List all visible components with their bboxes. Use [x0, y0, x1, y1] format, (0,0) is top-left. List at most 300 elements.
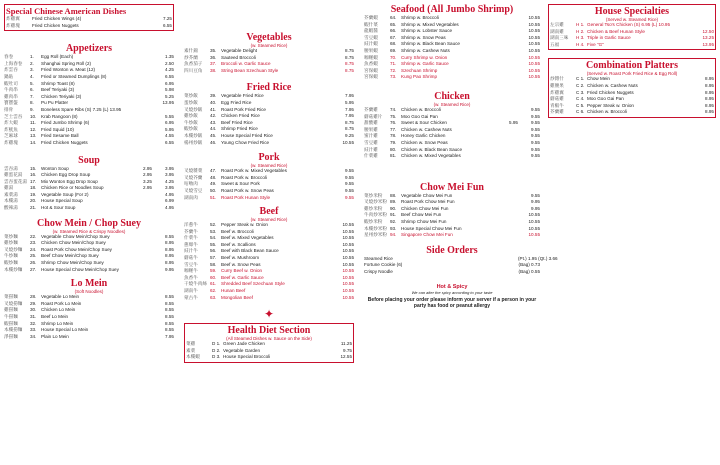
item-price: 9.55 [345, 181, 354, 187]
soup-item [4, 166, 174, 173]
item-price: 10.55 [528, 34, 540, 40]
item-chinese-name: 四川豆角 [184, 67, 203, 73]
item-price: 9.95 [531, 205, 540, 211]
sideorders-title: Side Orders [426, 244, 478, 256]
item-chinese-name: 咖喱蝦 [364, 54, 378, 60]
appetizers-item [4, 54, 174, 61]
item-price: 8.95 [165, 260, 174, 266]
column-1 [4, 4, 174, 340]
health-subtitle: (All Steamed Dishes w. Sauce on the Side) [226, 336, 312, 342]
item-chinese-name: 甜酸雞 [364, 120, 378, 126]
friedrice-item [184, 113, 354, 120]
item-number: 93. [390, 225, 397, 231]
item-price: 12.50 [702, 28, 714, 34]
beef-list [184, 222, 354, 301]
item-name: Shrimp Chow Mei Fun [401, 219, 447, 225]
appetizers-item [4, 74, 174, 81]
combo-item [550, 90, 714, 97]
item-price: 10.55 [528, 41, 540, 47]
item-number: 88. [390, 192, 397, 198]
chicken-item [364, 120, 540, 127]
item-price: (Bag) 0.73 [518, 262, 540, 268]
friedrice-item [184, 93, 354, 100]
item-price: 10.55 [528, 21, 540, 27]
item-price-small [130, 192, 152, 199]
item-price: 5.95 [345, 99, 354, 105]
item-number: 61. [210, 281, 217, 287]
item-name: Steamed Rice [364, 255, 393, 261]
item-name: Vegetable Chow Mein/Chop Suey [41, 233, 110, 239]
item-price: 8.75 [345, 67, 354, 73]
item-number: 21. [30, 205, 37, 211]
item-name: Curry Shrimp w. Onion [401, 54, 448, 60]
column-2 [184, 32, 354, 363]
item-name: Szechuan Shrimp [401, 67, 438, 73]
item-chinese-name: 炸魷魚 [4, 126, 18, 132]
item-number: 39. [210, 93, 217, 99]
item-price: 10.55 [528, 219, 540, 225]
item-number: 37. [210, 61, 217, 67]
item-name: Egg Fried Rice [221, 99, 252, 105]
friedrice-item [184, 133, 354, 140]
item-number: C 4. [576, 96, 585, 102]
item-chinese-name: 雪豆蝦 [364, 34, 378, 40]
item-number: 12. [30, 126, 37, 132]
beef-item [184, 281, 354, 288]
item-chinese-name: 素菜湯 [4, 191, 18, 197]
item-name: Five "G" [587, 41, 604, 47]
item-price: 8.75 [345, 119, 354, 125]
item-price: 10.55 [528, 67, 540, 73]
beef-item [184, 248, 354, 255]
item-number: 51. [210, 194, 217, 200]
item-chinese-name: 炸大蝦 [4, 120, 18, 126]
item-chinese-name: 菜炒米粉 [364, 192, 383, 198]
beef-subtitle: (w. Steamed Rice) [250, 217, 288, 223]
friedrice-item [184, 107, 354, 114]
item-price: 10.55 [528, 232, 540, 238]
item-price: 8.75 [345, 48, 354, 53]
item-number: 66. [390, 28, 397, 34]
item-number: 92. [390, 219, 397, 225]
item-price-small [130, 205, 152, 212]
item-price: 5.95 [165, 126, 174, 132]
item-name: Shrimp w. Broccoli [401, 15, 439, 20]
item-price: 9.55 [531, 192, 540, 198]
item-price: 7.95 [345, 93, 354, 99]
item-name: Triple in Garlic Sauce [587, 35, 631, 41]
friedrice-item [184, 140, 354, 147]
item-number: 56. [210, 248, 217, 254]
health-logo-icon: ✦ [263, 307, 275, 322]
item-number: 8. [30, 100, 34, 106]
item-chinese-name: 雞炒飯 [184, 113, 198, 119]
item-number: 24. [30, 246, 37, 252]
item-price: 9.55 [531, 113, 540, 119]
appetizers-item [4, 67, 174, 74]
item-number: 68. [390, 41, 397, 47]
item-chinese-name: 芥蘭蝦 [364, 15, 378, 20]
appetizers-item [4, 94, 174, 101]
item-price: 10.55 [528, 47, 540, 53]
item-number: 19. [30, 191, 37, 197]
item-name: Beef w. Broccoli [221, 228, 254, 234]
item-price: 9.55 [531, 146, 540, 152]
item-name: Chicken w. Broccoli [587, 109, 627, 115]
item-name: Hunan Beef [221, 288, 246, 294]
item-name: Beef Fried Rice [221, 119, 253, 125]
item-number: 18. [30, 185, 37, 191]
friedrice-item [184, 120, 354, 127]
special-dishes-box [4, 4, 174, 31]
item-chinese-name: 本樓炒米粉 [364, 225, 387, 231]
beef-item [184, 242, 354, 249]
item-number: 3. [30, 67, 34, 73]
item-number: 43. [210, 119, 217, 125]
item-number: 36. [210, 54, 217, 60]
item-name: Moo Goo Gai Pan [401, 113, 438, 119]
chowmeifun-item [364, 206, 540, 213]
item-price: 13.95 [702, 41, 714, 47]
item-number: 77. [390, 126, 397, 132]
item-chinese-name: 什菜牛 [184, 235, 198, 241]
item-name: General Tso's Chicken (S) 6.95 (L) 10.95 [587, 22, 671, 27]
item-name: Fried Sesame Ball [41, 133, 79, 139]
item-number: 9. [30, 106, 34, 112]
item-price: 7.95 [345, 106, 354, 112]
item-chinese-name: 蒙古牛 [184, 294, 198, 300]
item-number: 75. [390, 113, 397, 119]
item-name: String Bean Szechuan Style [221, 67, 279, 73]
chowmeifun-item [364, 232, 540, 239]
item-name: Chicken & Beef Hunan Style [587, 28, 645, 34]
item-number: 91. [390, 212, 397, 218]
chowmein-item [4, 234, 174, 241]
item-chinese-name: 芝士雲吞 [4, 113, 23, 119]
item-number: 48. [210, 174, 217, 180]
item-name: Shrimp Lo Mein [41, 320, 74, 326]
item-name: Shrimp Chow Mein/Chop Suey [41, 260, 104, 266]
item-name: Beef Chow Mei Fun [401, 212, 442, 218]
item-price: 8.95 [705, 109, 714, 115]
beef-item [184, 268, 354, 275]
item-chinese-name: 素什錦 [184, 48, 198, 53]
item-name: Chow Mein [587, 76, 610, 82]
item-chinese-name: 咕嚕肉 [184, 181, 198, 187]
item-name: Beef Lo Mein [41, 314, 69, 319]
item-number: 42. [210, 113, 217, 119]
item-number: 50. [210, 187, 217, 193]
item-name: Crispy Noodle [364, 269, 393, 275]
item-name: Kung Pao Shrimp [401, 74, 438, 80]
seafood-item [364, 41, 540, 48]
item-chinese-name: 五福 [550, 41, 560, 47]
item-price [152, 107, 174, 114]
item-price: 8.75 [345, 126, 354, 132]
item-number: H 2. [576, 28, 585, 34]
item-chinese-name: 芝麻球 [4, 133, 18, 139]
item-name: Beef Teriyaki (3) [41, 87, 75, 93]
item-chinese-name: 鍋貼 [4, 73, 14, 79]
house-list [550, 22, 714, 48]
item-price: 3.95 [165, 185, 174, 191]
item-chinese-name: 本樓撈麵 [4, 327, 23, 333]
item-price: 8.55 [165, 300, 174, 306]
item-name: Chicken Egg Drop Soup [41, 172, 91, 178]
spicy-note: We can alter the spicy according to your taste [411, 289, 493, 295]
soup-title: Soup [78, 154, 100, 166]
item-name: Chicken Chow Mei Fun [401, 205, 449, 211]
chowmeifun-item [364, 212, 540, 219]
item-name: Shrimp Toast (8) [41, 80, 75, 86]
item-chinese-name: 叉燒雜菜 [184, 168, 203, 174]
item-name: Roast Pork w. Broccoli [221, 174, 267, 180]
item-price: 10.55 [528, 28, 540, 34]
item-number: 11. [30, 120, 37, 126]
item-name: Plain Lo Mein [41, 333, 69, 339]
item-number: 4. [30, 73, 34, 79]
beef-item [184, 262, 354, 269]
item-price: 9.95 [165, 266, 174, 272]
health-item [186, 341, 352, 348]
item-chinese-name: 雞炒麵 [4, 240, 18, 246]
soup-item [4, 205, 174, 212]
item-chinese-name: 湖南肉 [184, 194, 198, 200]
chowmein-subtitle: (w. Steamed Rice & Crispy Noodles) [52, 228, 126, 234]
item-name: Mongolian Beef [221, 294, 253, 300]
friedrice-list [184, 93, 354, 146]
item-price: 5.25 [165, 93, 174, 99]
pork-title: Pork [258, 152, 280, 164]
item-number: 64. [390, 15, 397, 20]
item-name: Chicken Chow Mein/Chop Suey [41, 240, 106, 246]
item-number: C 6. [576, 109, 585, 115]
item-number: 10. [30, 113, 37, 119]
item-name: House Special Soup [41, 198, 83, 204]
combo-item [550, 109, 714, 116]
item-name: Chicken Lo Mein [41, 307, 76, 313]
item-price: 1.35 [165, 54, 174, 60]
item-number: 59. [210, 268, 217, 274]
item-chinese-name: 魚香茄子 [184, 61, 203, 67]
item-chinese-name: 牛肉炒米粉 [364, 212, 387, 218]
item-price: 10.55 [342, 248, 354, 254]
item-name: Singapore Chow Mei Fun [401, 232, 453, 238]
item-price: 8.55 [165, 320, 174, 326]
item-number: 74. [390, 106, 397, 112]
item-number: 40. [210, 99, 217, 105]
item-chinese-name: 牛炒飯 [184, 119, 198, 125]
item-price: 9.55 [345, 174, 354, 180]
item-price: 8.95 [705, 76, 714, 82]
item-number: 55. [210, 241, 217, 247]
item-name: Egg Roll (Each) [41, 54, 74, 60]
item-price: 6.99 [165, 198, 174, 204]
item-name: Beef w. Snow Peas [221, 261, 261, 267]
item-name: Sweet & Sour Pork [221, 181, 260, 187]
item-name: Green Jade Chicken [223, 341, 265, 347]
item-price: 8.95 [705, 89, 714, 95]
item-price: 6.95 [165, 120, 174, 126]
item-price: 10.55 [528, 54, 540, 60]
item-chinese-name: 牛肉串 [4, 87, 18, 93]
item-price: 10.55 [342, 241, 354, 247]
item-price: 9.55 [345, 194, 354, 200]
item-name: House Special Fried Rice [221, 132, 273, 138]
pork-item [184, 195, 354, 202]
item-chinese-name: 蝦吐司 [4, 80, 18, 86]
house-specialties-box [548, 4, 716, 50]
item-chinese-name: 雞湯 [4, 185, 14, 191]
item-price: 13.95 [162, 100, 174, 106]
chowmein-item [4, 253, 174, 260]
item-price-pint [496, 127, 518, 134]
item-price-pint: 5.95 [509, 120, 518, 126]
item-price: 10.55 [528, 15, 540, 20]
combo-item [550, 103, 714, 110]
item-price: 3.95 [165, 172, 174, 178]
item-name: Curry Beef w. Onion [221, 268, 263, 274]
item-chinese-name: 豉汁牛 [184, 248, 198, 254]
item-number: H 4. [576, 41, 585, 47]
item-price: 9.55 [531, 139, 540, 145]
beef-item [184, 222, 354, 229]
item-chinese-name: 菜炒飯 [184, 93, 198, 99]
item-number: 6. [30, 87, 34, 93]
appetizers-item [4, 107, 174, 114]
item-name: House Special Chow Mein/Chop Suey [41, 266, 119, 272]
item-price: 10.55 [528, 61, 540, 67]
item-price: 10.55 [342, 139, 354, 145]
item-price: 11.25 [340, 341, 352, 347]
item-name: Wonton Soup [41, 165, 69, 171]
item-price: 9.55 [531, 126, 540, 132]
item-price: 10.55 [342, 261, 354, 267]
item-price: 8.95 [705, 102, 714, 108]
pork-item [184, 188, 354, 195]
item-name: Fried Squid (10) [41, 126, 74, 132]
chicken-item [364, 127, 540, 134]
pork-item [184, 175, 354, 182]
item-number: 49. [210, 181, 217, 187]
appetizers-item [4, 140, 174, 147]
item-price-pint [496, 153, 518, 160]
item-chinese-name: 炸雲吞 [4, 67, 18, 73]
item-price: 5.55 [165, 113, 174, 119]
appetizers-item [4, 81, 174, 88]
item-price: 10.55 [342, 235, 354, 241]
item-chinese-name: 蔥爆牛 [184, 241, 198, 247]
beef-item [184, 288, 354, 295]
item-number: C 3. [576, 89, 585, 95]
item-name: Beef w. Mixed Vegetables [221, 235, 274, 241]
seafood-title: Seafood (All Jumbo Shrimp) [390, 4, 514, 15]
item-number: 34. [30, 333, 37, 339]
item-number: 80. [390, 146, 397, 152]
item-price: 10.55 [342, 288, 354, 294]
item-number: 31. [30, 314, 37, 319]
item-number: 58. [210, 261, 217, 267]
item-price: 7.95 [345, 113, 354, 119]
pork-item [184, 168, 354, 175]
item-chinese-name: 宮保蝦 [364, 67, 378, 73]
item-number: 25. [30, 253, 37, 259]
item-chinese-name: 楊州炒飯 [184, 139, 203, 145]
item-name: Chicken w. Black Bean Sauce [401, 146, 463, 152]
item-chinese-name: 雪豆牛 [184, 261, 198, 267]
appetizers-item [4, 61, 174, 68]
item-chinese-name: 菜雞 [186, 341, 196, 347]
health-item [186, 348, 352, 355]
lomein-item [4, 314, 174, 321]
item-price: 9.55 [531, 133, 540, 139]
item-chinese-name: 叉燒炒飯 [184, 106, 203, 112]
beef-item [184, 229, 354, 236]
item-number: C 2. [576, 82, 585, 88]
seafood-item [364, 55, 540, 62]
item-name: Shrimp w. Black Bean Sauce [401, 41, 460, 47]
item-chinese-name: 雪豆雞 [364, 139, 378, 145]
item-price [692, 22, 714, 29]
item-chinese-name: 蛋炒飯 [184, 99, 198, 105]
item-number: 35. [210, 48, 217, 53]
item-name: Vegetable Lo Mein [41, 294, 80, 300]
item-name: Shredded Beef Szechuan Style [221, 281, 285, 287]
lomein-item [4, 321, 174, 328]
item-chinese-name: 蘑菇牛 [184, 255, 198, 261]
item-number: 29. [30, 300, 37, 306]
item-chinese-name: 湖南牛 [184, 288, 198, 294]
item-chinese-name: 魚香牛 [184, 274, 198, 280]
item-number: 78. [390, 133, 397, 139]
item-price: 5.98 [165, 87, 174, 93]
hot-spicy-label: Hot & Spicy [436, 283, 468, 290]
sideorders-list [364, 255, 558, 276]
item-number: 45. [210, 132, 217, 138]
item-number: 73. [390, 74, 397, 80]
item-number: 67. [390, 34, 397, 40]
item-price-small: 2.95 [143, 172, 152, 178]
seafood-list [364, 15, 540, 81]
item-name: Chicken Teriyaki (3) [41, 93, 82, 99]
item-name: Moo Goo Gai Pan [587, 96, 624, 102]
item-price-pint [496, 140, 518, 147]
item-number: 53. [210, 228, 217, 234]
item-name: Roast Pork w. Mixed Vegetables [221, 168, 287, 174]
appetizers-item [4, 120, 174, 127]
item-name: Fried Chicken Nuggets [41, 139, 88, 145]
appetizers-item [4, 100, 174, 107]
item-number: 33. [30, 327, 37, 333]
item-price: 4.25 [165, 67, 174, 73]
item-price: 10.55 [528, 74, 540, 80]
health-box [184, 323, 354, 363]
item-name: Shanghai Spring Roll (2) [41, 60, 92, 66]
vegetables-item [184, 61, 354, 68]
item-name: Vegetable Garden [223, 347, 261, 353]
seafood-item [364, 22, 540, 29]
item-chinese-name: 蝦炒飯 [184, 126, 198, 132]
item-chinese-name: 什菜雞 [364, 153, 378, 159]
item-name: Pu Pu Platter [41, 100, 69, 106]
beef-item [184, 275, 354, 282]
item-price: 9.25 [345, 132, 354, 138]
item-name: Sweet & Sour Chicken [401, 120, 447, 126]
chicken-list [364, 107, 540, 160]
soup-item [4, 185, 174, 192]
item-chinese-name: 宮保蝦 [364, 74, 378, 80]
item-name: Fortune Cookie (6) [364, 262, 403, 268]
